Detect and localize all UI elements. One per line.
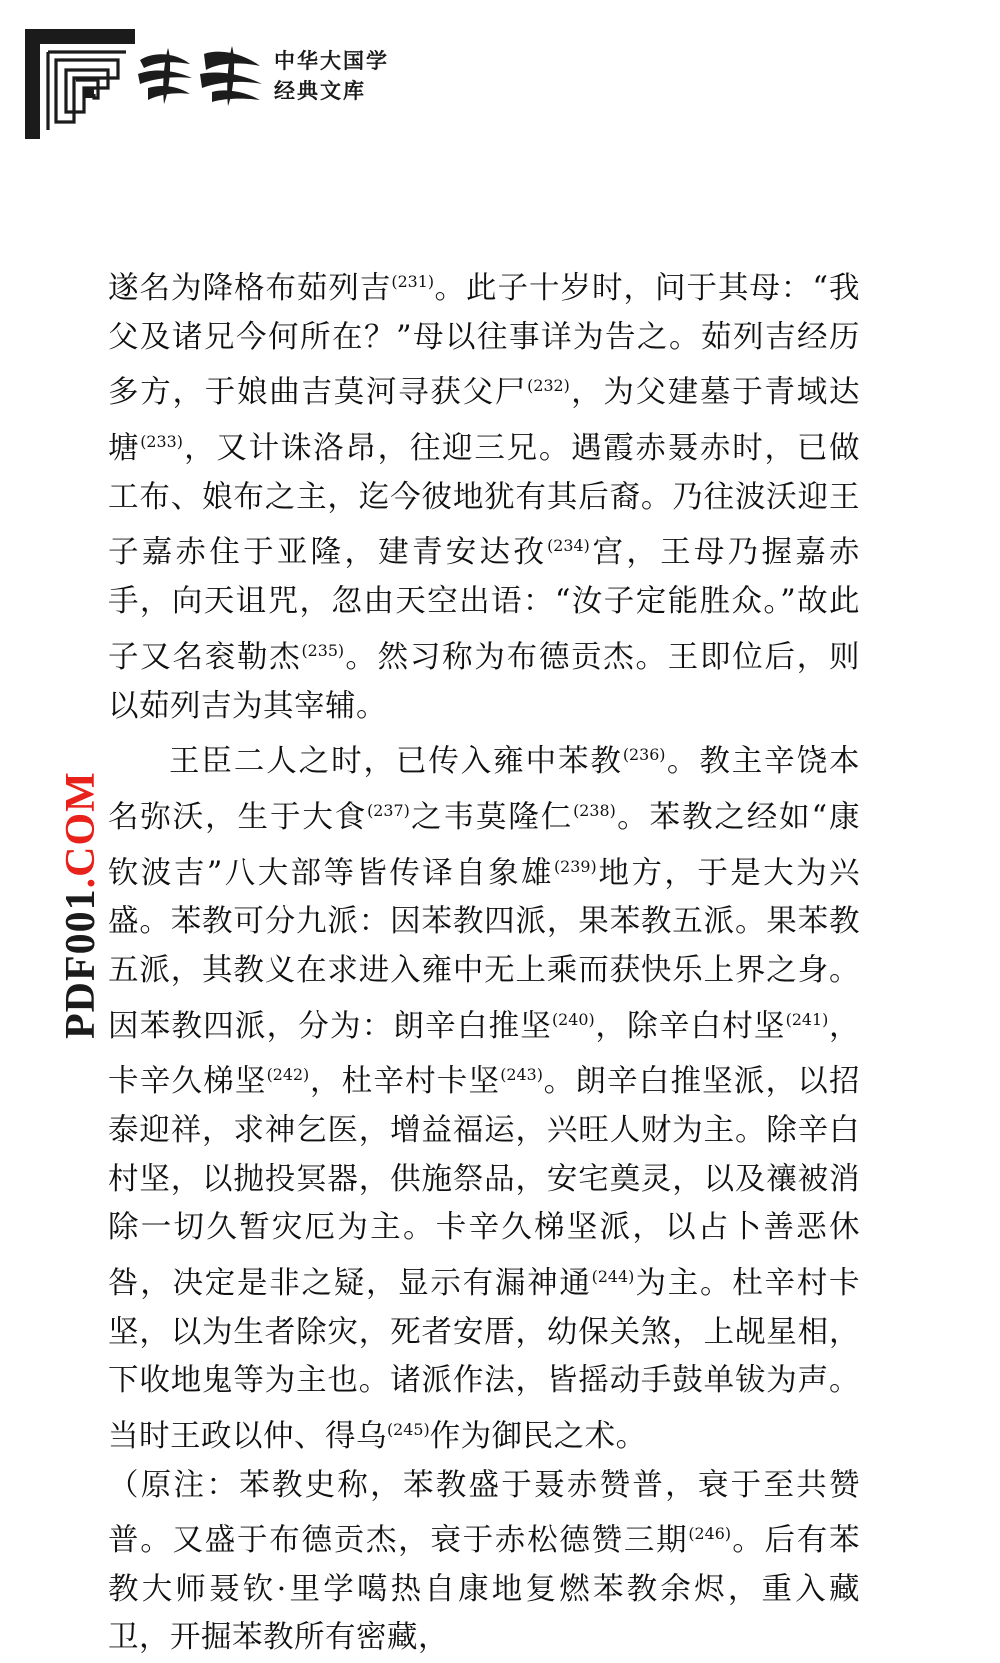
text-run: 。后有苯教大师聂钦·里学噶热自康地复燃苯教余烬，重入藏卫，开掘苯教所有密藏， bbox=[108, 1523, 861, 1656]
page-header bbox=[22, 26, 442, 146]
footnote-marker[interactable]: (243) bbox=[500, 1065, 543, 1085]
footnote-marker[interactable]: (236) bbox=[622, 745, 666, 765]
text-run: 。此子十岁时，问于其母： bbox=[434, 271, 813, 307]
brush-calligraphy-icon bbox=[134, 44, 274, 110]
watermark-red-text: .COM bbox=[58, 771, 104, 889]
corner-ornament-icon bbox=[22, 26, 138, 142]
text-run: 王臣二人之时，已传入雍中苯教 bbox=[169, 744, 623, 780]
text-run: 。苯教之经如“康钦波吉”八大部等皆传译自象雄 bbox=[108, 800, 860, 891]
footnote-marker[interactable]: (231) bbox=[391, 272, 435, 291]
series-title-line2: 经典文库 bbox=[274, 77, 366, 103]
footnote-marker[interactable]: (240) bbox=[551, 1009, 595, 1029]
text-run: 宫，王母乃握嘉赤手，向天诅咒，忽由天空出语： bbox=[108, 535, 861, 620]
watermark-dark-text: PDF001 bbox=[58, 888, 104, 1039]
text-run: 。教主辛饶本名弥沃，生于大食 bbox=[108, 744, 861, 836]
series-title-line1: 中华大国学 bbox=[274, 48, 389, 73]
paragraph bbox=[108, 731, 860, 1461]
footnote-marker[interactable]: (238) bbox=[573, 800, 616, 820]
text-run: 作为御民之术。 bbox=[429, 1418, 647, 1454]
footnote-marker[interactable]: (246) bbox=[688, 1524, 732, 1544]
paragraph bbox=[108, 1462, 860, 1663]
text-run: 遂名为降格布茹列吉 bbox=[108, 271, 392, 307]
text-run: 为主。杜辛村卡坚，以为生者除灾，死者安厝，幼保关煞，上觇星相，下收地鬼等为主也。诸派作法，皆摇动手鼓单钹为声。当时王政以仲、得乌 bbox=[108, 1266, 861, 1454]
text-run: 。然习称为布德贡杰。王即位后，则以茹列吉为其宰辅。 bbox=[108, 639, 861, 724]
footnote-marker[interactable]: (237) bbox=[367, 800, 410, 820]
page-body bbox=[108, 258, 860, 1663]
text-run: ，卡辛久梯坚 bbox=[108, 1008, 861, 1100]
footnote-marker[interactable]: (244) bbox=[591, 1266, 635, 1286]
text-run: 地方，于是大为兴盛。苯教可分九派：因苯教四派，果苯教五派。果苯教五派，其教义在求进入雍中无上乘而获快乐上界之身。因苯教四派，分为：朗辛白推坚 bbox=[108, 855, 861, 1044]
text-run: （原注：苯教史称，苯教盛于聂赤赞普，衰于至共赞普。又盛于布德贡杰，衰于赤松德赞三期 bbox=[108, 1467, 860, 1559]
footnote-marker[interactable]: (241) bbox=[785, 1009, 829, 1029]
paragraph-list bbox=[108, 258, 860, 1663]
text-run: “我父及诸兄今何所在？”母以往事详为告之。茹列吉经历多方，于娘曲吉莫河寻获父尸 bbox=[108, 271, 861, 411]
text-run: 之韦莫隆仁 bbox=[409, 800, 574, 836]
footnote-marker[interactable]: (234) bbox=[547, 536, 590, 556]
text-run: ，杜辛村卡坚 bbox=[309, 1064, 501, 1100]
series-title bbox=[274, 46, 444, 106]
footnote-marker[interactable]: (232) bbox=[527, 376, 570, 396]
footnote-marker[interactable]: (242) bbox=[266, 1065, 310, 1085]
paragraph bbox=[108, 258, 860, 731]
watermark bbox=[57, 771, 105, 1039]
text-run: ，又计诛洛昂，往迎三兄。遇霞赤聂赤时，已做工布、娘布之主，迄今彼地犹有其后裔。乃往波沃迎王子嘉赤住于亚隆，建青安达孜 bbox=[108, 431, 861, 571]
footnote-marker[interactable]: (235) bbox=[301, 640, 345, 660]
text-run: “汝子定能胜众。”故此子又名衮勒杰 bbox=[108, 584, 861, 675]
footnote-marker[interactable]: (233) bbox=[140, 432, 183, 452]
text-run: 。朗辛白推坚派，以招泰迎祥，求神乞医，增益福运，兴旺人财为主。除辛白村坚，以抛投冥器，供施祭品，安宅奠灵，以及禳被消除一切久暂灾厄为主。卡辛久梯坚派，以占卜善恶休咎，决定是非之疑，显示有漏神通 bbox=[108, 1064, 861, 1301]
footnote-marker[interactable]: (245) bbox=[387, 1419, 430, 1439]
text-run: ，除辛白村坚 bbox=[594, 1008, 786, 1044]
footnote-marker[interactable]: (239) bbox=[553, 856, 597, 876]
text-run: ，为父建墓于青域达塘 bbox=[108, 375, 861, 467]
